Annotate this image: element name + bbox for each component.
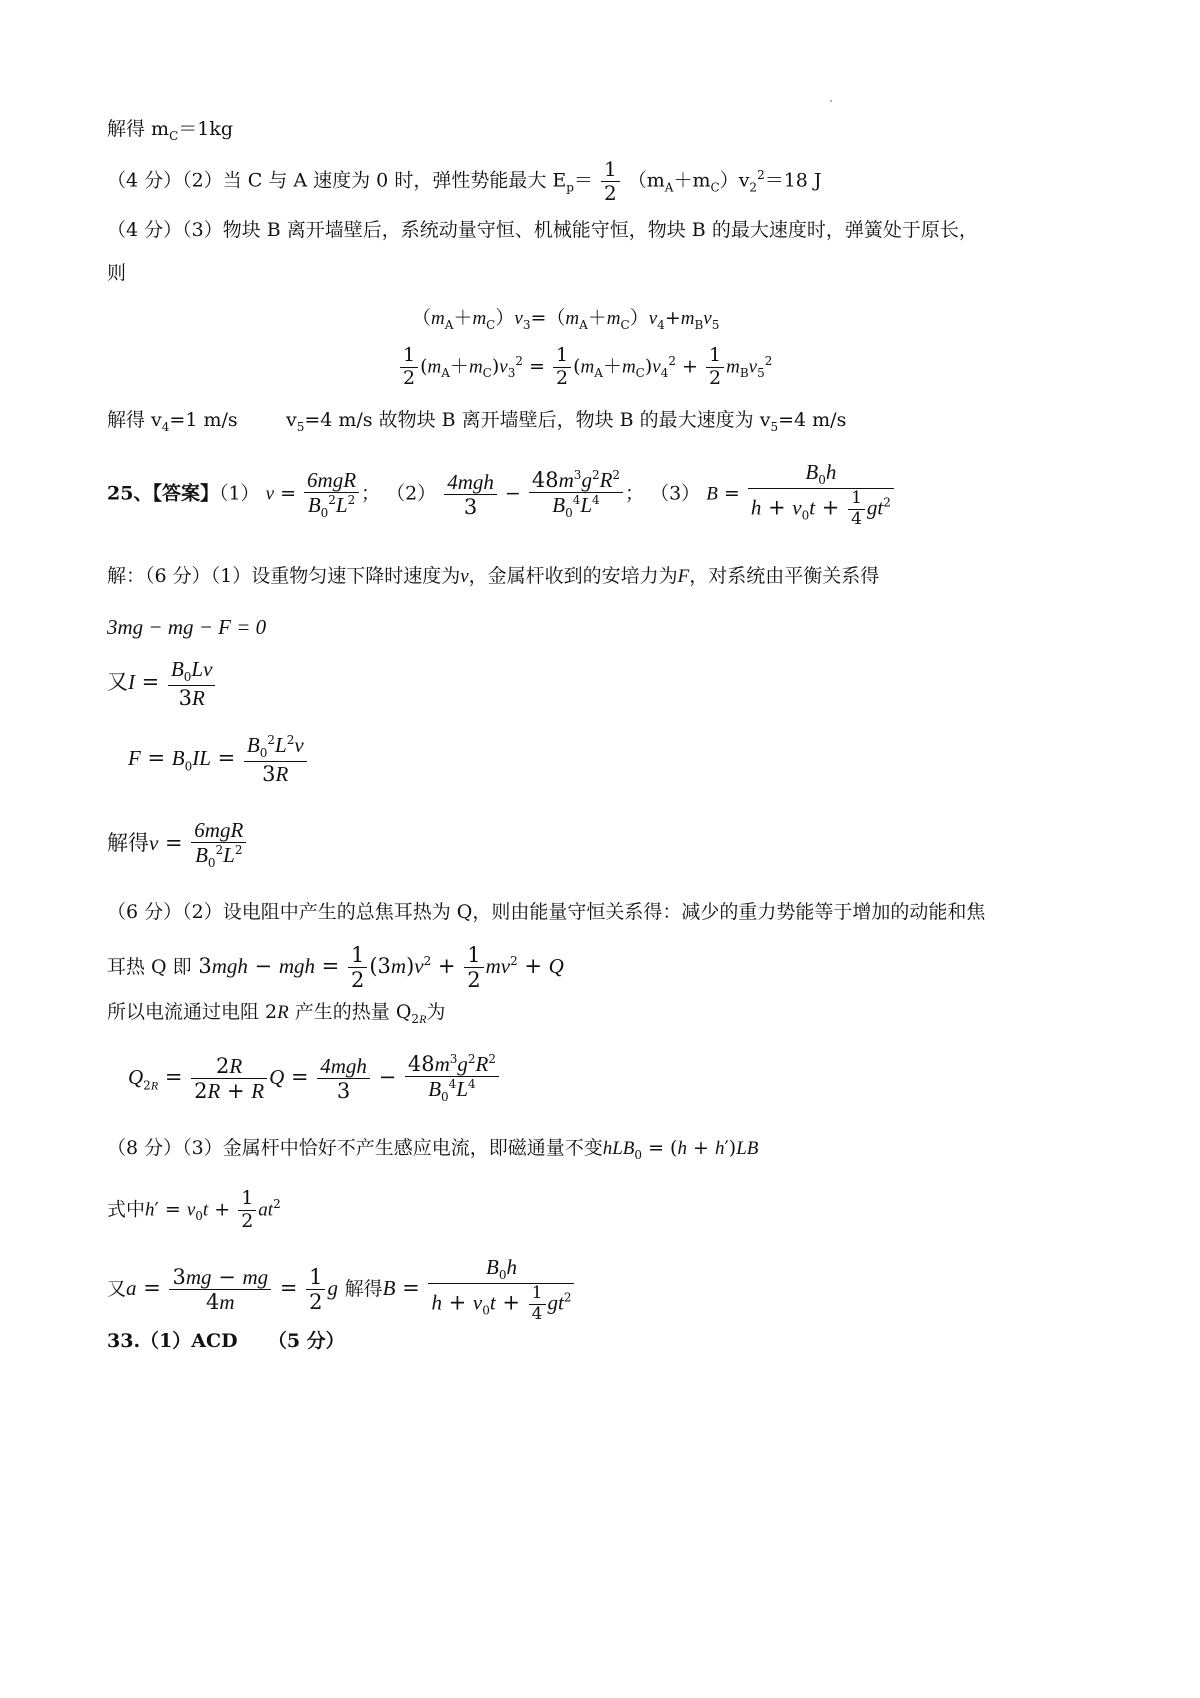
line-ze: 则: [107, 262, 127, 284]
line-part2-energy: （4 分）（2）当 C 与 A 速度为 0 时，弹性势能最大 $E_p=$ $\frac{1}{2}$ $(m_A+m_C)v_2^2=18$ J: [107, 157, 822, 205]
eq-momentum: $(m_A+m_C)v_3=(m_A+m_C)v_4+m_Bv_5$: [412, 307, 720, 332]
q25-answer: 25、【答案】（1） v = $\frac{\text{6mgR}}{B_0^2L^2}$ ； （2） $\frac{\text{4mgh}}{3}$ − $\frac{48m^3g^2R^2}{B_0^4L^4}$ ； （3） B = $B_0h$ $h + v_0t$ + $\frac{1}{4}$ $gt^2$: [107, 460, 896, 529]
eq-force: $F = B_0IL$ = $\frac{B_0^2L^2v}{3R}$: [128, 733, 309, 786]
line-part3-text: （4 分）（3）物块 B 离开墙壁后，系统动量守恒、机械能守恒，物块 B 的最大速度时，弹簧处于原长，: [107, 219, 978, 241]
eq-balance: 3mg − mg − F = 0: [107, 615, 267, 639]
eq-energy-conservation: 耳热 Q 即 3mgh − mgh = $\frac{1}{2}$ $(3m)v^2$ + $\frac{1}{2}$ $mv^2 + Q$: [107, 943, 564, 993]
heat-2r-text: 所以电流通过电阻 2R 产生的热量 $Q_{2R}$为: [107, 1001, 446, 1026]
eq-energy: $\frac{1}{2}$ $(m_A+m_C)v_3^2$ = $\frac{1}{2}$ $(m_A+m_C)v_4^2$ + $\frac{1}{2}$ $m_Bv_5^2$: [398, 345, 772, 390]
scan-speck: [830, 100, 832, 102]
q33-answer: 33.（1）ACD （5 分）: [107, 1330, 345, 1352]
eq-displacement: 式中$h' = v_0t$ + $\frac{1}{2}$ $at^2$: [107, 1187, 281, 1232]
eq-heat-2r: $Q_{2R}$ = $\frac{2R}{2R + R}$ Q = $\frac{\text{4mgh}}{3}$ − $\frac{48m^3g^2R^2}{B_0^4L^4}$: [128, 1052, 501, 1105]
part3-flux: （8 分）（3）金属杆中恰好不产生感应电流，即磁通量不变hLB$_0$ = (h + h′)LB: [107, 1137, 759, 1162]
eq-solve-v: 解得v = $\frac{\text{6mgR}}{B_0^2L^2}$: [107, 818, 248, 871]
part2-text: （6 分）（2）设电阻中产生的总焦耳热为 Q，则由能量守恒关系得：减少的重力势能等于增加的动能和焦: [107, 901, 986, 923]
eq-current: 又I = $\frac{B_0Lv}{3R}$: [107, 657, 217, 710]
line-solve-mc: 解得 $m_C=1kg$: [107, 118, 234, 143]
eq-acceleration-b: 又a = $\frac{3mg - mg}{4m}$ = $\frac{1}{2}$ g 解得B = $B_0h$ $h + v_0t$ + $\frac{1}{4}$ $gt^2$: [107, 1255, 576, 1324]
sol-intro: 解：（6 分）（1）设重物匀速下降时速度为v，金属杆收到的安培力为F，对系统由平衡关系得: [107, 565, 880, 587]
line-solve-v4-v5: 解得 $v_4=1$ m/s $v_5=4$ m/s 故物块 B 离开墙壁后，物块 B 的最大速度为 $v_5=4$ m/s: [107, 409, 847, 434]
